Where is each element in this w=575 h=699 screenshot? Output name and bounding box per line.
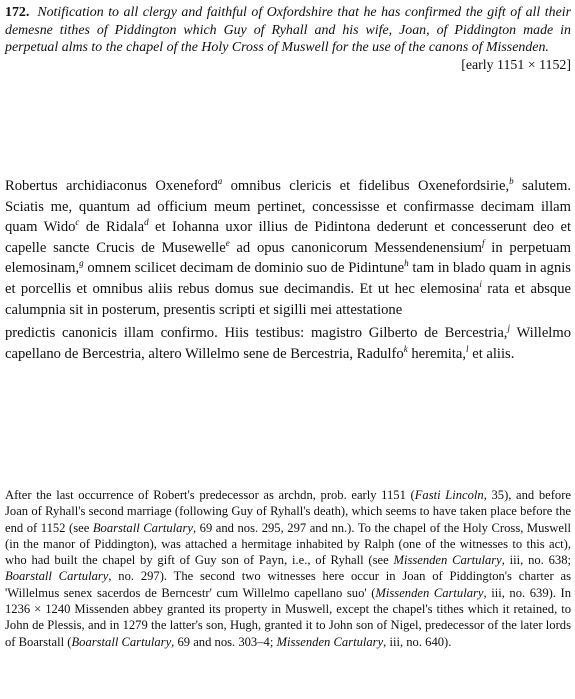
citation-title: Boarstall Cartulary [5,569,109,584]
commentary-part: , iii, no. 639). In 1236 × 1240 Missenden abbey granted its property in Muswell, except the chapel's tithes which it retained, to John de Plessis, and in 1279 the latter's son, Hugh, granted it to John son of Nigel, predecessor of the later lords of Boarstall ( [5,585,571,649]
charter-text-part: Robertus archidiaconus Oxeneford [5,178,218,194]
entry-date: [early 1151 × 1152] [461,57,571,73]
charter-text-part: omnibus clericis et fidelibus Oxenefordsirie, [222,178,510,194]
citation-title: Fasti Lincoln [414,488,484,502]
footnote-marker: b [509,176,514,187]
charter-text-part: et aliis. [468,345,515,362]
citation-title: Missenden Cartulary [276,634,384,649]
commentary-part: , no. 297). The second two witnesses here occur in Joan of Piddington's charter as 'Willelmus senex sacerdos de Berncestr' cum Willelmo capellano suo' ( [5,569,571,600]
entry-number: 172. [5,5,30,20]
citation-title: Missenden Cartulary [375,585,484,600]
footnote-marker: d [144,217,149,228]
charter-text-part: in perpetuam elemosinam, [5,239,571,277]
footnote-marker: j [507,323,510,334]
commentary-part: , iii, no. 638; [501,553,571,568]
commentary-part: , iii, no. 640). [383,634,452,649]
charter-text [5,176,571,364]
footnote-marker: a [217,176,223,187]
charter-text-part: tam in blado quam in agnis et porcellis et omnibus aliis rebus domus sue decimandis. Et ut hec elemosina [5,260,571,297]
charter-text-part: et Iohanna uxor illius de Pidintona dederunt et concesserunt deo et capelle sancte Crucis de Musewelle [5,219,571,256]
footnote-marker: f [482,237,485,248]
commentary-part: , 35), and before Joan of Ryhall's second marriage (following Guy of Ryhall's death), which seems to have taken place before the end of 1152 (see [5,488,571,535]
charter-text-part: rata et absque calumpnia sit in posterum, presentis scripti et sigilli mei attestatione [5,280,571,318]
commentary-part: After the last occurrence of Robert's predecessor as archdn, prob. early 1151 ( [5,488,415,502]
footnote-marker: i [479,279,482,290]
footnote-marker: h [404,258,409,269]
citation-title: Missenden Cartulary [393,553,502,568]
charter-text-part: de Ridala [79,219,145,236]
line-gap [5,320,571,323]
footnote-marker: e [225,237,230,248]
charter-text-part: omnem scilicet decimam de dominio suo de Pidintune [83,260,405,277]
citation-title: Boarstall Cartulary [71,634,172,649]
charter-text-part: heremita, [407,345,467,362]
commentary-part: , 69 and nos. 295, 297 and nn.). To the chapel of the Holy Cross, Muswell (in the manor of Piddington), was attached a hermitage inhabited by Ralph (one of the witnesses to this act), who had built the chapel by gift of Guy son of Payn, i.e., of Ryhall (see [5,520,571,568]
commentary [5,487,571,650]
citation-title: Boarstall Cartulary [92,520,193,535]
charter-text-part: Willelmo capellano de Bercestria, altero Willelmo sene de Bercestria, Radulfo [5,325,571,362]
commentary-part: , 69 and nos. 303–4; [171,634,277,649]
footnote-marker: c [75,217,80,228]
entry-summary: Notification to all clergy and faithful of Oxfordshire that he has confirmed the gift of all their demesne tithes of Piddington which Guy of Ryhall and his wife, Joan, of Piddington made in perpetual alms to the chapel of the Holy Cross of Muswell for the use of the canons of Missenden. [5,5,571,55]
charter-text-part: salutem. Sciatis me, quantum ad officium meum pertinet, concessisse et confirmasse decimam illam quam Wido [5,178,571,236]
charter-text-part: ad opus canonicorum Messendenensium [229,239,483,256]
charter-text-part: predictis canonicis illam confirmo. Hiis testibus: magistro Gilberto de Bercestria, [5,325,508,342]
footnote-marker: k [403,343,408,354]
footnote-marker: g [79,258,84,269]
entry-heading [5,4,571,74]
footnote-marker: l [466,343,469,354]
